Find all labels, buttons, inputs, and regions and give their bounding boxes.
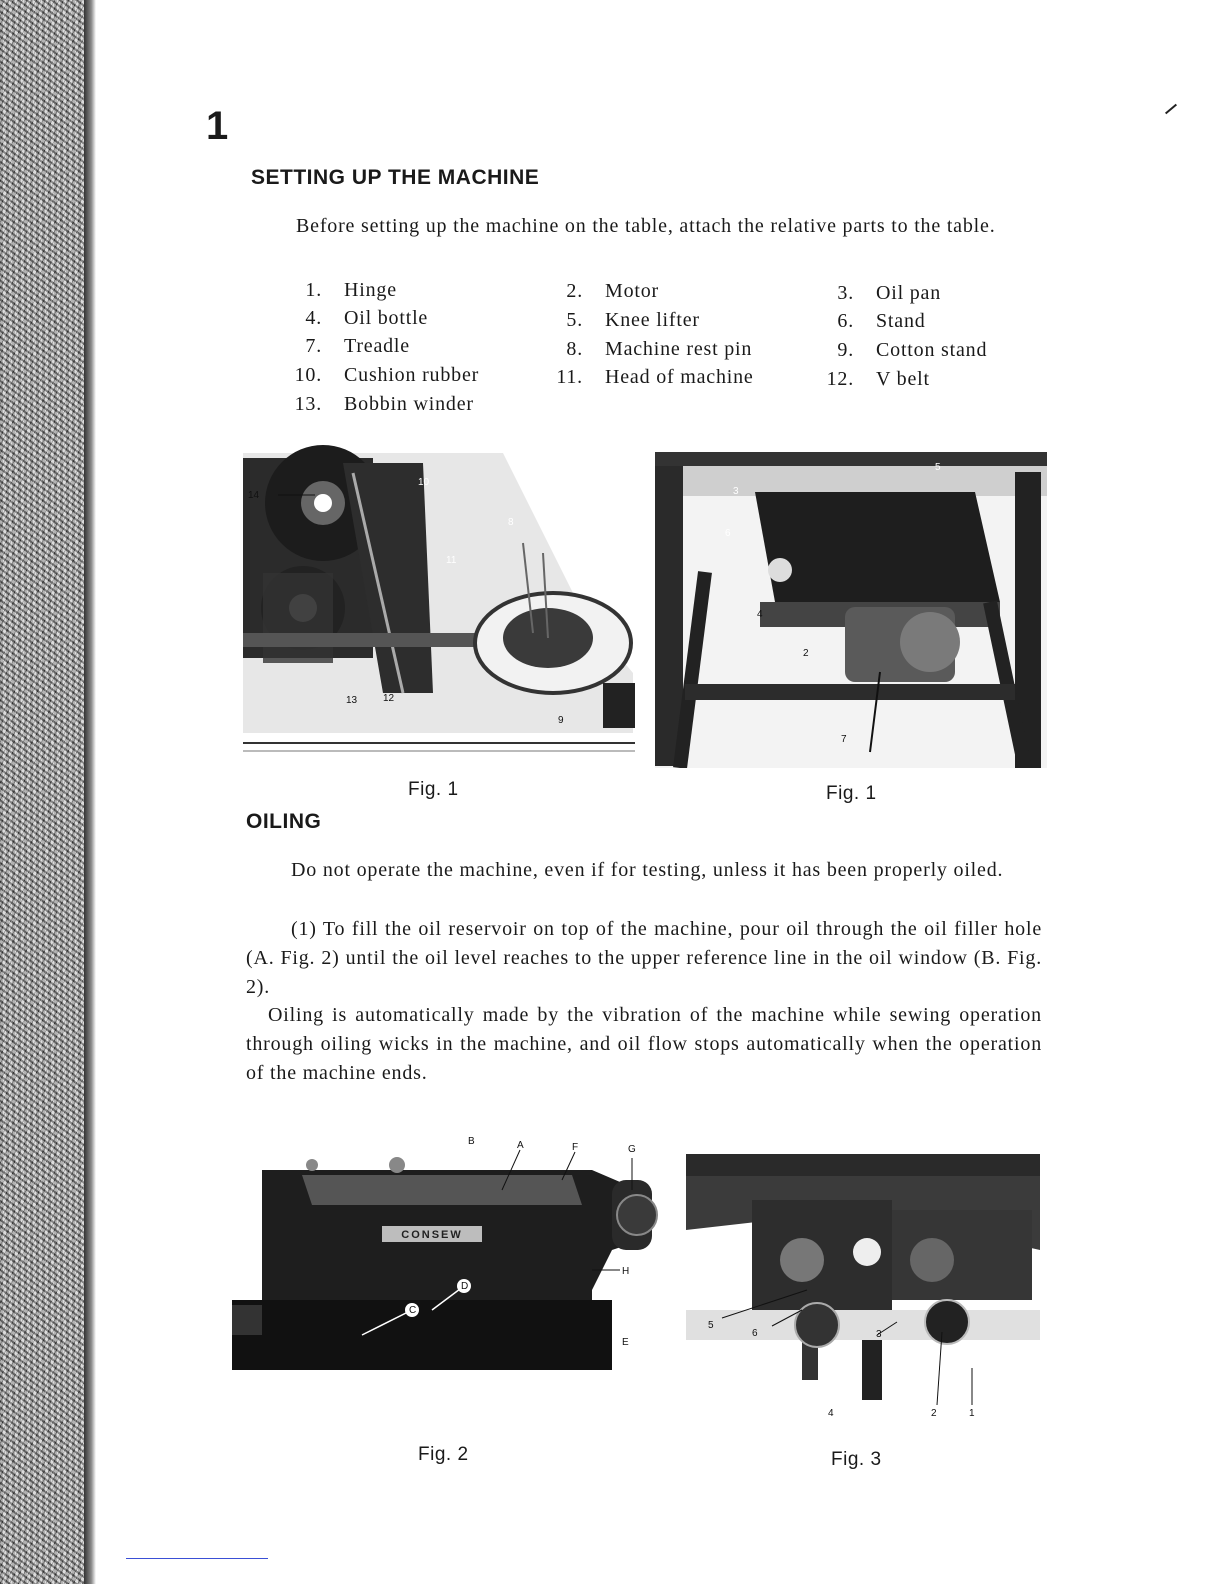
scanned-binding-edge xyxy=(0,0,92,1584)
part-num: 9. xyxy=(837,339,854,361)
label-A: A xyxy=(517,1140,524,1151)
part-num: 10. xyxy=(294,364,322,386)
label-12: 12 xyxy=(383,693,395,704)
part-item xyxy=(812,365,930,394)
part-item xyxy=(541,363,754,392)
part-item xyxy=(280,332,410,361)
part-name: Bobbin winder xyxy=(344,393,474,415)
page-number: 1 xyxy=(206,104,229,148)
part-item xyxy=(280,304,428,333)
part-name: Cotton stand xyxy=(876,339,988,361)
oiling-paragraph-2: (1) To fill the oil reservoir on top of the machine, pour oil through the oil filler hole (A. Fig. 2) until the oil level reaches to the upper reference line in the oil window (B. Fig. 2). xyxy=(246,918,1042,998)
figure-3-photo xyxy=(682,1140,1042,1420)
label-4: 4 xyxy=(828,1408,834,1419)
part-name: V belt xyxy=(876,368,930,390)
figure-1-right-caption: Fig. 1 xyxy=(826,783,877,804)
label-7: 7 xyxy=(841,734,847,745)
part-num: 8. xyxy=(566,338,583,360)
part-num: 5. xyxy=(566,309,583,331)
label-E: E xyxy=(622,1337,629,1348)
part-item xyxy=(812,307,926,336)
label-4: 4 xyxy=(757,609,763,620)
figure-2-caption: Fig. 2 xyxy=(418,1444,469,1465)
label-9: 9 xyxy=(558,715,564,726)
part-num: 4. xyxy=(305,307,322,329)
label-1: 1 xyxy=(969,1408,975,1419)
part-name: Knee lifter xyxy=(605,309,700,331)
setup-intro: Before setting up the machine on the table, attach the relative parts to the table. xyxy=(296,215,996,237)
part-num: 13. xyxy=(294,393,322,415)
label-11: 11 xyxy=(446,555,457,566)
label-8: 8 xyxy=(508,517,514,528)
label-3: 3 xyxy=(733,486,739,497)
margin-mark xyxy=(1165,104,1177,115)
part-num: 1. xyxy=(305,279,322,301)
figure-1-right-photo xyxy=(655,452,1047,768)
part-item xyxy=(280,361,479,390)
figure-1-right-illustration xyxy=(655,452,1047,768)
part-item xyxy=(812,279,941,308)
part-name: Head of machine xyxy=(605,366,754,388)
label-14: 14 xyxy=(248,490,260,501)
part-num: 7. xyxy=(305,335,322,357)
part-num: 3. xyxy=(837,282,854,304)
figure-2-illustration xyxy=(232,1130,664,1390)
part-num: 12. xyxy=(826,368,854,390)
part-item xyxy=(280,390,474,419)
label-3: 3 xyxy=(876,1329,882,1340)
part-name: Treadle xyxy=(344,335,410,357)
part-name: Machine rest pin xyxy=(605,338,753,360)
part-num: 2. xyxy=(566,280,583,302)
figure-2-photo xyxy=(232,1130,664,1390)
label-B: B xyxy=(468,1136,475,1147)
label-6: 6 xyxy=(725,528,731,539)
label-F: F xyxy=(572,1142,579,1153)
figure-1-left-photo xyxy=(243,433,635,765)
label-H: H xyxy=(622,1266,630,1277)
part-num: 11. xyxy=(556,366,583,388)
brand-badge: CONSEW xyxy=(401,1229,463,1241)
label-D: D xyxy=(461,1281,469,1292)
label-2: 2 xyxy=(931,1408,937,1419)
setup-heading: SETTING UP THE MACHINE xyxy=(251,166,540,189)
label-2: 2 xyxy=(803,648,809,659)
label-6: 6 xyxy=(752,1328,758,1339)
figure-1-left-illustration xyxy=(243,433,635,765)
bottom-rule xyxy=(126,1558,268,1559)
oiling-paragraph-3: Oiling is automatically made by the vibration of the machine while sewing operation through oiling wicks in the machine, and oil flow stops automatically when the operation of the machine ends. xyxy=(246,1004,1042,1084)
part-num: 6. xyxy=(837,310,854,332)
oiling-paragraph-1: Do not operate the machine, even if for testing, unless it has been properly oiled. xyxy=(291,859,1004,881)
part-item xyxy=(541,277,659,306)
figure-1-left-caption: Fig. 1 xyxy=(408,779,459,800)
part-name: Oil bottle xyxy=(344,307,429,329)
figure-3-illustration xyxy=(682,1140,1042,1420)
part-item xyxy=(541,306,700,335)
oiling-heading: OILING xyxy=(246,810,322,833)
label-G: G xyxy=(628,1144,636,1155)
label-5: 5 xyxy=(935,462,941,473)
figure-3-caption: Fig. 3 xyxy=(831,1449,882,1470)
label-13: 13 xyxy=(346,695,358,706)
part-name: Cushion rubber xyxy=(344,364,480,386)
label-C: C xyxy=(409,1305,417,1316)
part-name: Motor xyxy=(605,280,659,302)
binding-shadow xyxy=(84,0,96,1584)
part-name: Stand xyxy=(876,310,926,332)
part-name: Oil pan xyxy=(876,282,942,304)
label-10: 10 xyxy=(418,477,430,488)
part-name: Hinge xyxy=(344,279,397,301)
part-item xyxy=(280,276,397,305)
part-item xyxy=(541,335,752,364)
label-5: 5 xyxy=(708,1320,714,1331)
part-item xyxy=(812,336,987,365)
